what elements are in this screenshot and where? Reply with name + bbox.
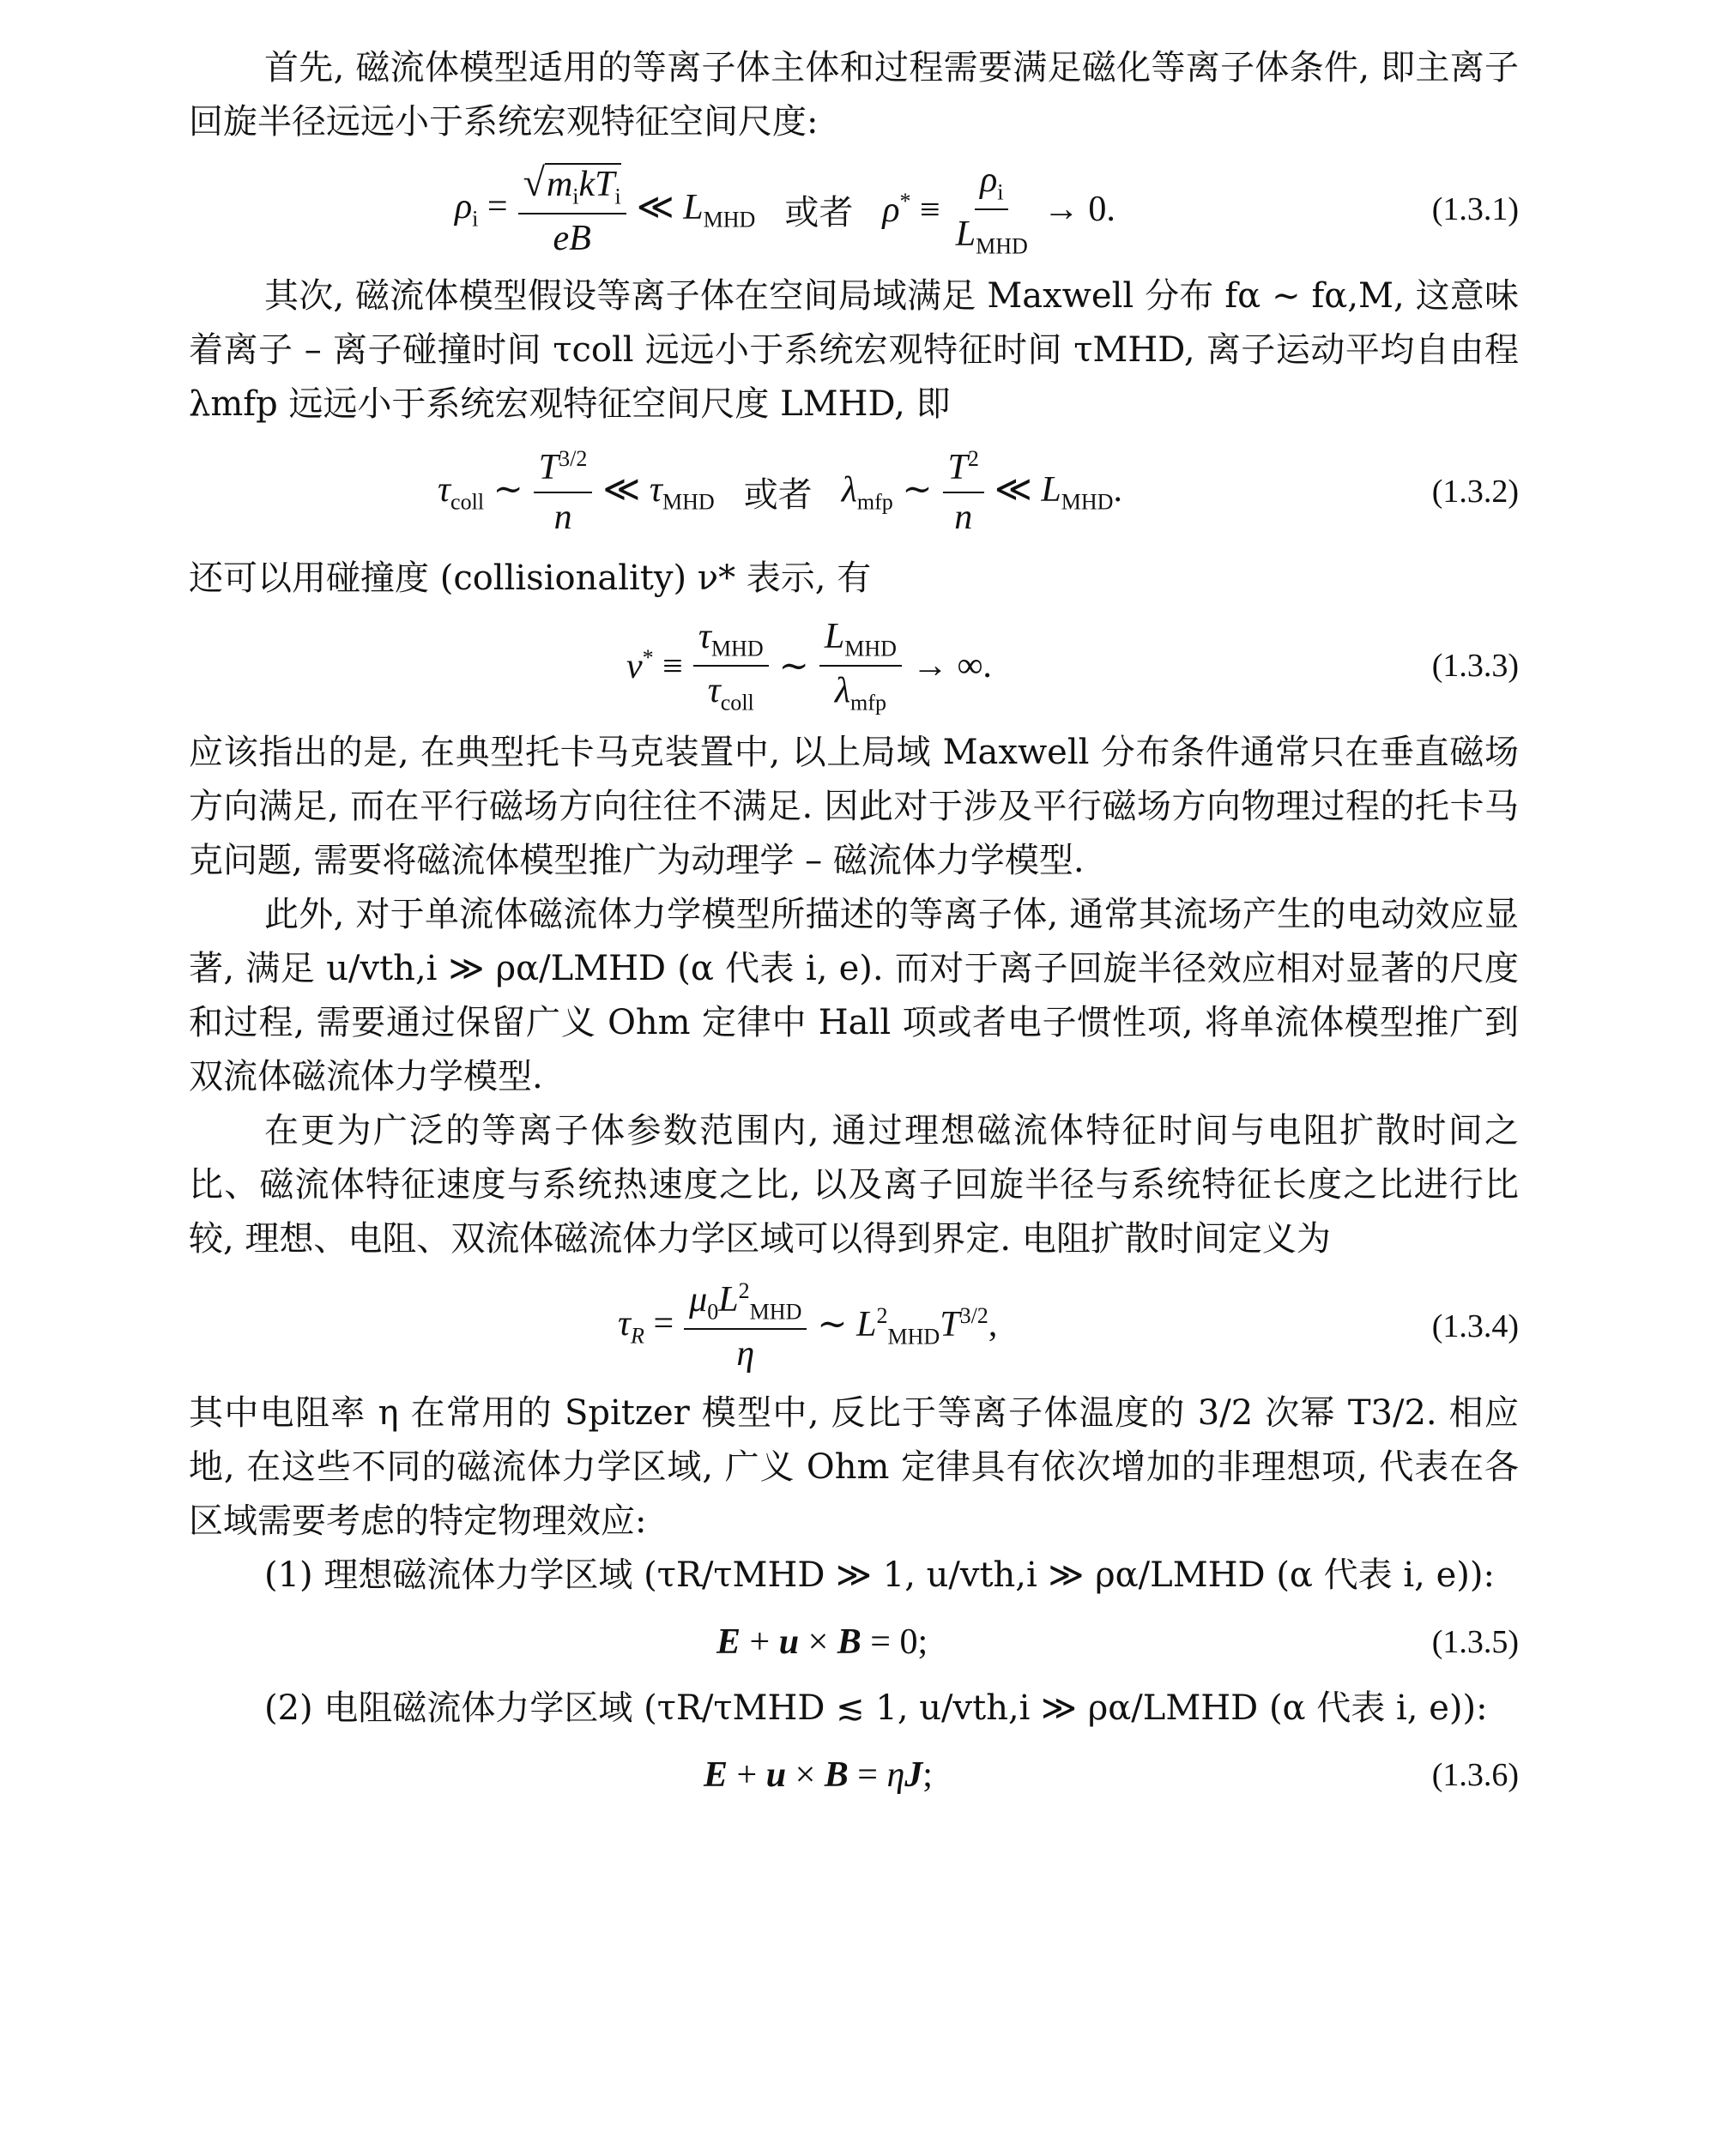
- equation-number: (1.3.6): [1431, 1757, 1519, 1793]
- equation-1-3-5: E + u × B = 0; (1.3.5): [716, 1622, 1519, 1662]
- equation-number: (1.3.5): [1431, 1624, 1519, 1660]
- equation-1-3-6: E + u × B = ηJ; (1.3.6): [704, 1755, 1519, 1795]
- paragraph-tokamak: 应该指出的是, 在典型托卡马克装置中, 以上局域 Maxwell 分布条件通常只在垂直磁场方向满足, 而在平行磁场方向往往不满足. 因此对于涉及平行磁场方向物理过程的托卡马克问题, 需要将磁流体模型推广为动理学 – 磁流体力学模型.: [189, 733, 1519, 880]
- equation-number: (1.3.1): [1431, 191, 1519, 227]
- equation-number: (1.3.4): [1431, 1308, 1519, 1344]
- paragraph-resistive-regime: (2) 电阻磁流体力学区域 (τR/τMHD ≲ 1, u/vth,i ≫ ρα/LMHD (α 代表 i, e)):: [264, 1688, 1488, 1728]
- paragraph-two-fluid: 此外, 对于单流体磁流体力学模型所描述的等离子体, 通常其流场产生的电动效应显著, 满足 u/vth,i ≫ ρα/LMHD (α 代表 i, e). 而对于离子回旋半径效应相对显著的尺度和过程, 需要通过保留广义 Ohm 定律中 Hall 项或者电子惯性项, 将单流体模型推广到双流体磁流体力学模型.: [189, 895, 1519, 1096]
- equation-1-3-3: ν* ≡ $\frac{\tau_{MHD}}{\tau_{coll}}$ ∼ $\frac{L_{MHD}}{\lambda_{mfp}}$ → ∞. (1.3.3): [626, 616, 1519, 716]
- equation-word-or: 或者: [784, 192, 854, 233]
- paragraph-ideal-regime: (1) 理想磁流体力学区域 (τR/τMHD ≫ 1, u/vth,i ≫ ρα/LMHD (α 代表 i, e)):: [264, 1555, 1495, 1595]
- page-content: [189, 41, 1519, 1815]
- paragraph-maxwell: 其次, 磁流体模型假设等离子体在空间局域满足 Maxwell 分布 fα ∼ fα,M, 这意味着离子 – 离子碰撞时间 τcoll 远远小于系统宏观特征时间 τMHD, 离子运动平均自由程 λmfp 远远小于系统宏观特征空间尺度 LMHD, 即: [189, 276, 1519, 424]
- equation-1-3-2: $\tau_{coll}$ ∼ $\frac{T^{3/2}}{n}$ ≪ $\tau_{MHD}$ 或者 $\lambda_{mfp}$ ∼ $\frac{T^2}{n}$ ≪ $L_{MHD}$. (1.3.2): [438, 445, 1519, 537]
- paragraph-collisionality: 还可以用碰撞度 (collisionality) ν* 表示, 有: [189, 559, 872, 598]
- equation-number: (1.3.3): [1431, 648, 1519, 684]
- equation-word-or: 或者: [743, 474, 813, 515]
- equation-number: (1.3.2): [1431, 474, 1519, 510]
- equation-1-3-4: $\tau_R$ = $\frac{\mu_0L^2_{MHD}}{\eta}$ ∼ $L^2_{MHD}T^{3/2}$, (1.3.4): [618, 1277, 1519, 1374]
- equation-1-3-1: $\rho_i$ = $\frac{√m_ikT_i}{eB}$ ≪ $L_{MHD}$ 或者 ρ* ≡ $\frac{\rho_i}{L_{MHD}}$ → 0. (1.3.1): [455, 160, 1519, 259]
- paragraph-regimes: 在更为广泛的等离子体参数范围内, 通过理想磁流体特征时间与电阻扩散时间之比、磁流体特征速度与系统热速度之比, 以及离子回旋半径与系统特征长度之比进行比较, 理想、电阻、双流体磁流体力学区域可以得到界定. 电阻扩散时间定义为: [189, 1111, 1519, 1259]
- paragraph-spitzer: 其中电阻率 η 在常用的 Spitzer 模型中, 反比于等离子体温度的 3/2 次幂 T3/2. 相应地, 在这些不同的磁流体力学区域, 广义 Ohm 定律具有依次增加的非理想项, 代表在各区域需要考虑的特定物理效应:: [189, 1393, 1519, 1541]
- paragraph-magnetization: 首先, 磁流体模型适用的等离子体主体和过程需要满足磁化等离子体条件, 即主离子回旋半径远远小于系统宏观特征空间尺度:: [189, 48, 1519, 142]
